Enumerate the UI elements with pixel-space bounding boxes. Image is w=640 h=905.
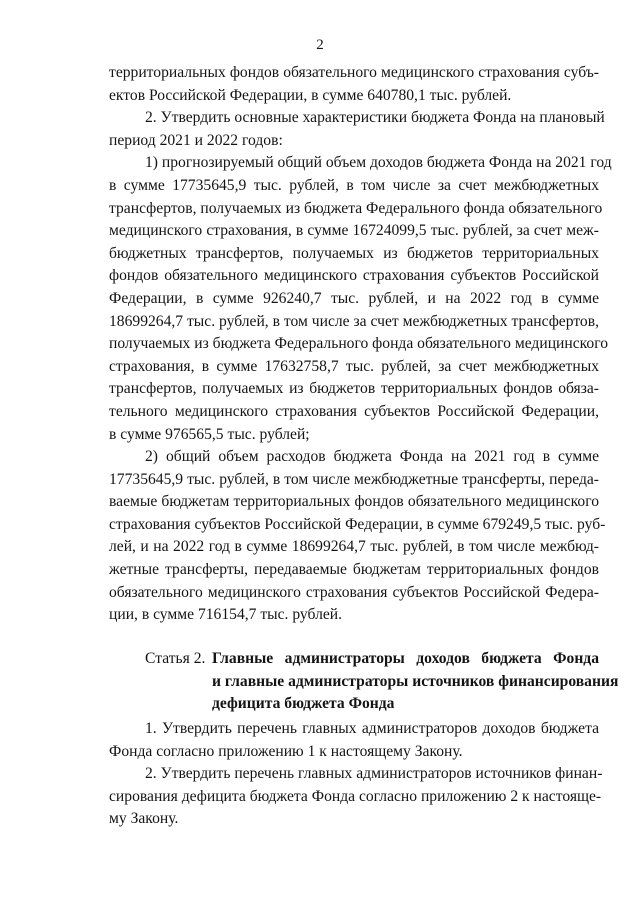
article-title-line: дефицита бюджета Фонда	[212, 695, 395, 713]
text-line: 2. Утвердить перечень главных администраторов источников финан-	[145, 765, 603, 783]
text-line: 2) общий объем расходов бюджета Фонда на 2021 год в сумме	[145, 448, 599, 466]
text-line: в сумме 17735645,9 тыс. рублей, в том числе за счет межбюджетных	[109, 176, 599, 194]
page-number: 2	[316, 37, 324, 53]
text-line: медицинского страхования, в сумме 16724099,5 тыс. рублей, за счет меж-	[109, 222, 599, 240]
text-line: ваемые бюджетам территориальных фондов обязательного медицинского	[109, 493, 599, 511]
text-line: страхования, в сумме 17632758,7 тыс. рублей, за счет межбюджетных	[109, 357, 599, 375]
text-line: бюджетных трансфертов, получаемых из бюджетов территориальных	[109, 244, 599, 262]
subitem-2-paragraph	[109, 446, 606, 627]
text-line: Фонда согласно приложению 1 к настоящему Закону.	[109, 742, 463, 760]
article-label: Статья 2.	[145, 650, 206, 667]
text-line: обязательного медицинского страхования субъектов Российской Федера-	[109, 583, 599, 601]
text-line: 17735645,9 тыс. рублей, в том числе межбюджетные трансферты, переда-	[109, 470, 599, 488]
document-body	[109, 62, 612, 627]
text-line: ектов Российской Федерации, в сумме 640780,1 тыс. рублей.	[109, 86, 512, 104]
article-title-line: и главные администраторы источников финансирования	[212, 672, 619, 690]
paragraph-continuation	[109, 62, 599, 107]
text-line: жетные трансферты, передаваемые бюджетам территориальных фондов	[109, 561, 599, 579]
text-line: трансфертов, получаемых из бюджетов территориальных фондов обяза-	[109, 380, 599, 398]
subitem-1-paragraph	[109, 152, 612, 446]
text-line: 1. Утвердить перечень главных администраторов доходов бюджета	[145, 720, 599, 737]
text-line: 18699264,7 тыс. рублей, в том числе за счет межбюджетных трансфертов,	[109, 312, 599, 330]
text-line: территориальных фондов обязательного медицинского страхования субъ-	[109, 64, 599, 81]
article-2-item-2	[109, 763, 603, 831]
text-line: в сумме 976565,5 тыс. рублей;	[109, 425, 310, 443]
text-line: ции, в сумме 716154,7 тыс. рублей.	[109, 606, 343, 624]
text-line: трансфертов, получаемых из бюджета Федерального фонда обязательного	[109, 199, 603, 217]
article-2-heading	[145, 648, 619, 716]
text-line: лей, и на 2022 год в сумме 18699264,7 тыс. рублей, в том числе межбюд-	[109, 538, 599, 556]
text-line: фондов обязательного медицинского страхования субъектов Российской	[109, 267, 599, 285]
text-line: страхования субъектов Российской Федерации, в сумме 679249,5 тыс. руб-	[109, 515, 606, 533]
text-line: Федерации, в сумме 926240,7 тыс. рублей, и на 2022 год в сумме	[109, 289, 599, 307]
article-heading-row	[145, 671, 619, 694]
item-2-paragraph	[109, 107, 605, 152]
text-line: сирования дефицита бюджета Фонда согласно приложению 2 к настояще-	[109, 787, 602, 805]
text-line: получаемых из бюджета Федерального фонда обязательного медицинского	[109, 335, 609, 353]
text-line: му Закону.	[109, 810, 179, 828]
article-2-item-1	[109, 718, 599, 763]
text-line: тельного медицинского страхования субъектов Российской Федерации,	[109, 402, 599, 420]
article-heading-row	[145, 693, 599, 716]
text-line: 2. Утвердить основные характеристики бюджета Фонда на плановый	[145, 109, 605, 127]
text-line: 1) прогнозируемый общий объем доходов бюджета Фонда на 2021 год	[145, 154, 612, 172]
article-2-body	[109, 718, 603, 831]
article-heading-row	[145, 648, 599, 671]
text-line: период 2021 и 2022 годов:	[109, 131, 283, 149]
article-title-line: Главные администраторы доходов бюджета Фонда	[212, 650, 599, 667]
